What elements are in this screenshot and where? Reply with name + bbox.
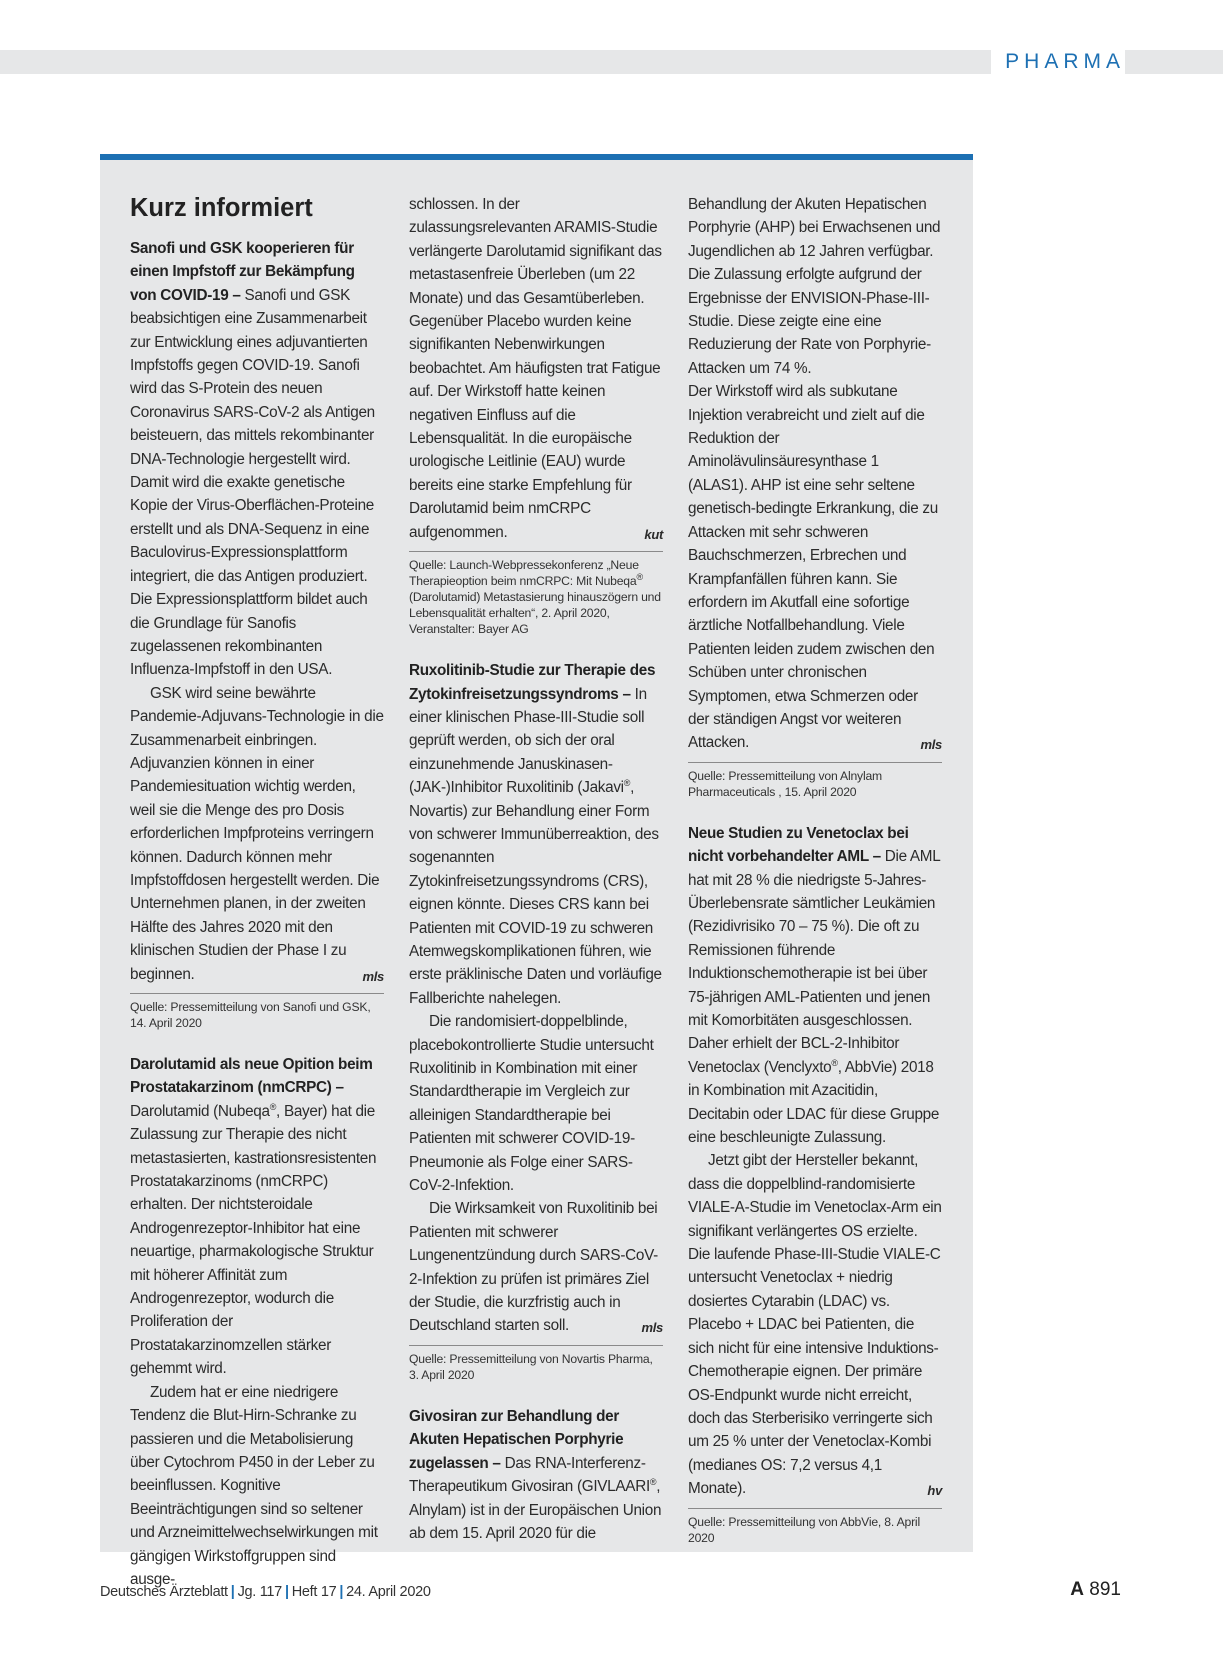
article-givosiran-cont [688, 193, 942, 800]
registered-mark: ® [636, 572, 643, 583]
source-text: Quelle: Launch-Webpressekonferenz „Neue Therapieoption beim nmCRPC: Mit Nubeqa [409, 558, 639, 589]
article-darolutamid [130, 1053, 384, 1591]
article-text: schlossen. In der zulassungsrelevanten ARAMIS-Studie verlängerte Darolutamid signifikant das metastasenfreie Überleben (um 22 Monate) und das Gesamtüberleben. Gegenüber Placebo wurden keine signifikanten Nebenwirkungen beobachtet. Am häufigsten trat Fatigue auf. Der Wirkstoff hatte keinen negativen Einfluss auf die Lebensqualität. In die europäische urologische Leitlinie (EAU) wurde bereits eine starke Empfehlung für Darolutamid beim nmCRPC aufgenommen. [409, 196, 662, 541]
article-text: GSK wird seine bewährte Pandemie-Adjuvans-Technologie in die Zusammenarbeit einbringen. Adjuvanzien können in einer Pandemiesituation wichtig werden, weil sie die Menge des pro Dosis erforderlichen Impfproteins verringern können. Dadurch können mehr Impfstoffdosen hergestellt werden. Die Unternehmen planen, in der zweiten Hälfte des Jahres 2020 mit den klinischen Studien der Phase I zu beginnen. [130, 684, 384, 983]
journal-name: Deutsches Ärzteblatt [100, 1584, 228, 1600]
box-title: Kurz informiert [130, 194, 313, 222]
issue-date: 24. April 2020 [346, 1584, 431, 1600]
article-venetoclax [688, 822, 942, 1546]
source-note: Quelle: Pressemitteilung von AbbVie, 8. April 2020 [688, 1508, 942, 1546]
registered-mark: ® [623, 778, 631, 789]
article-text: Der Wirkstoff wird als subkutane Injektion verabreicht und zielt auf die Reduktion der Aminolävulinsäuresynthase 1 (ALAS1). AHP ist eine sehr seltene genetisch-bedingte Erkrankung, die zu Attacken mit sehr schweren Bauchschmerzen, Erbrechen und Krampfanfällen führen kann. Sie erfordern im Akutfall eine sofortige ärztliche Notfallbehandlung. Viele Patienten leiden zudem zwischen den Schüben unter chronischen Symptomen, etwa Schmerzen oder der ständigen Angst vor weiteren Attacken. [688, 383, 938, 752]
source-note: Quelle: Pressemitteilung von Alnylam Pharmaceuticals , 15. April 2020 [688, 762, 942, 800]
page-number-value: 891 [1089, 1579, 1121, 1600]
footer-separator: | [230, 1584, 235, 1600]
article-text: Sanofi und GSK beabsichtigen eine Zusammenarbeit zur Entwicklung eines adjuvantierten Impfstoffs gegen COVID-19. Sanofi wird das S-Protein des neuen Coronavirus SARS-CoV-2 als Antigen beisteuern, das mittels rekombinanter DNA-Technologie hergestellt wird. Damit wird die exakte genetische Kopie der Virus-Oberflächen-Proteine erstellt und als DNA-Sequenz in eine Baculovirus-Expressionsplattform integriert, die das Antigen produziert. Die Expressionsplattform bildet auch die Grundlage für Sanofis zugelassenen rekombinanten Influenza-Impfstoff in den USA. [130, 286, 375, 679]
registered-mark: ® [269, 1101, 277, 1112]
author-tag: kut [644, 526, 663, 542]
page-number [1070, 1579, 1121, 1601]
article-sanofi-gsk [130, 237, 384, 1031]
article-text: , Alnylam) ist in der Europäischen Union ab dem 15. April 2020 für die [409, 1478, 662, 1542]
article-text: , Bayer) hat die Zulassung zur Therapie des nicht metastasierten, kastrationsresistenten Prostatakarzinoms (nmCRPC) erhalten. Der nichtsteroidale Androgenrezeptor-Inhibitor hat eine neuartige, pharmakologische Struktur mit höherer Affinität zum Androgenrezeptor, wodurch die Proliferation der Prostatakarzinomzellen stärker gehemmt wird. [130, 1102, 377, 1378]
source-note: Quelle: Pressemitteilung von Novartis Pharma, 3. April 2020 [409, 1345, 663, 1383]
registered-mark: ® [649, 1477, 657, 1487]
column-3 [688, 193, 942, 1568]
article-givosiran [409, 1405, 663, 1545]
author-tag: mls [920, 737, 942, 753]
section-label: PHARMA [991, 50, 1125, 74]
article-headline: Darolutamid als neue Opition beim Prostatakarzinom (nmCRPC) – [130, 1056, 373, 1097]
article-text: Darolutamid (Nubeqa [130, 1102, 270, 1120]
source-note [409, 551, 663, 637]
footer-separator: | [339, 1584, 344, 1600]
source-text: (Darolutamid) Metastasierung hinauszögern und Lebensqualität erhalten“, 2. April 2020, Veranstalter: Bayer AG [409, 590, 661, 637]
kurz-informiert-box [100, 154, 973, 1588]
author-tag: hv [927, 1483, 942, 1499]
footer-separator: | [284, 1584, 289, 1600]
column-2 [409, 193, 663, 1545]
volume: Jg. 117 [237, 1584, 282, 1600]
article-headline: Neue Studien zu Venetoclax bei nicht vorbehandelter AML – [688, 824, 909, 866]
article-text: Die Wirksamkeit von Ruxolitinib bei Patienten mit schwerer Lungenentzündung durch SARS-CoV-2-Infektion zu prüfen ist primäres Ziel der Studie, die kurzfristig auch in Deutschland starten soll. [409, 1200, 658, 1335]
article-text: Das RNA-Interferenz-Therapeutikum Givosiran (GIVLAARI [409, 1454, 650, 1496]
article-text: Behandlung der Akuten Hepatischen Porphyrie (AHP) bei Erwachsenen und Jugendlichen ab 12 Jahren verfügbar. Die Zulassung erfolgte aufgrund der Ergebnisse der ENVISION-Phase-III-Studie. Diese zeigte eine eine Reduzierung der Rate von Porphyrie-Attacken um 74 %. [688, 196, 941, 377]
issue: Heft 17 [291, 1584, 337, 1600]
column-1 [130, 193, 384, 1591]
article-text: Jetzt gibt der Hersteller bekannt, dass die doppelblind-randomisierte VIALE-A-Studie im Venetoclax-Arm ein signifikant verlängertes OS erzielte. Die laufende Phase-III-Studie VIALE-C untersucht Venetoclax + niedrig dosiertes Cytarabin (LDAC) vs. Placebo + LDAC bei Patienten, die sich nicht für eine intensive Induktions-Chemotherapie eignen. Der primäre OS-Endpunkt wurde nicht erreicht, doch das Sterberisiko verringerte sich um 25 % unter der Venetoclax-Kombi (medianes OS: 7,2 versus 4,1 Monate). [688, 1152, 942, 1498]
article-text: In einer klinischen Phase-III-Studie soll geprüft werden, ob sich der oral einzunehmende Januskinasen-(JAK-)Inhibitor Ruxolitinib (Jakavi [409, 685, 647, 797]
page-prefix: A [1070, 1579, 1085, 1600]
article-text: Die AML hat mit 28 % die niedrigste 5-Jahres-Überlebensrate sämtlicher Leukämien (Rezidivrisiko 70 – 75 %). Die oft zu Remissionen führende Induktionschemotherapie ist bei über 75-jährigen AML-Patienten und jenen mit Komorbitäten ausgeschlossen. Daher erhielt der BCL-2-Inhibitor Venetoclax (Venclyxto [688, 848, 940, 1076]
footer-citation [100, 1584, 431, 1600]
author-tag: mls [641, 1320, 663, 1336]
article-headline: Givosiran zur Behandlung der Akuten Hepatischen Porphyrie zugelassen – [409, 1407, 624, 1472]
article-headline: Sanofi und GSK kooperieren für einen Impfstoff zur Bekämpfung von COVID-19 – [130, 240, 355, 304]
source-note: Quelle: Pressemitteilung von Sanofi und GSK, 14. April 2020 [130, 993, 384, 1031]
registered-mark: ® [831, 1057, 838, 1068]
article-text: , AbbVie) 2018 in Kombination mit Azacitidin, Decitabin oder LDAC für diese Gruppe eine beschleunigte Zulassung. [688, 1058, 940, 1147]
article-headline: Ruxolitinib-Studie zur Therapie des Zytokinfreisetzungssyndroms – [409, 662, 656, 703]
article-ruxolitinib [409, 659, 663, 1383]
article-text: , Novartis) zur Behandlung einer Form von schwerer Immunüberreaktion, des sogenannten Zytokinfreisetzungssyndroms (CRS), eignen könnte. Dieses CRS kann bei Patienten mit COVID-19 zu schweren Atemwegskomplikationen führen, wie erste präklinische Daten und vorläufige Fallberichte nahelegen. [409, 779, 662, 1007]
article-text: Die randomisiert-doppelblinde, placebokontrollierte Studie untersucht Ruxolitinib in Kombination mit einer Standardtherapie im Vergleich zur alleinigen Standardtherapie bei Patienten mit schwerer COVID-19-Pneumonie als Folge einer SARS-CoV-2-Infektion. [409, 1013, 654, 1195]
article-text: Zudem hat er eine niedrigere Tendenz die Blut-Hirn-Schranke zu passieren und die Metabolisierung über Cytochrom P450 in der Leber zu beeinflussen. Kognitive Beeinträchtigungen sind so seltener und Arzneimittelwechselwirkungen mit gängigen Wirkstoffgruppen sind ausge- [130, 1383, 378, 1588]
article-darolutamid-cont [409, 193, 663, 637]
author-tag: mls [362, 968, 384, 984]
